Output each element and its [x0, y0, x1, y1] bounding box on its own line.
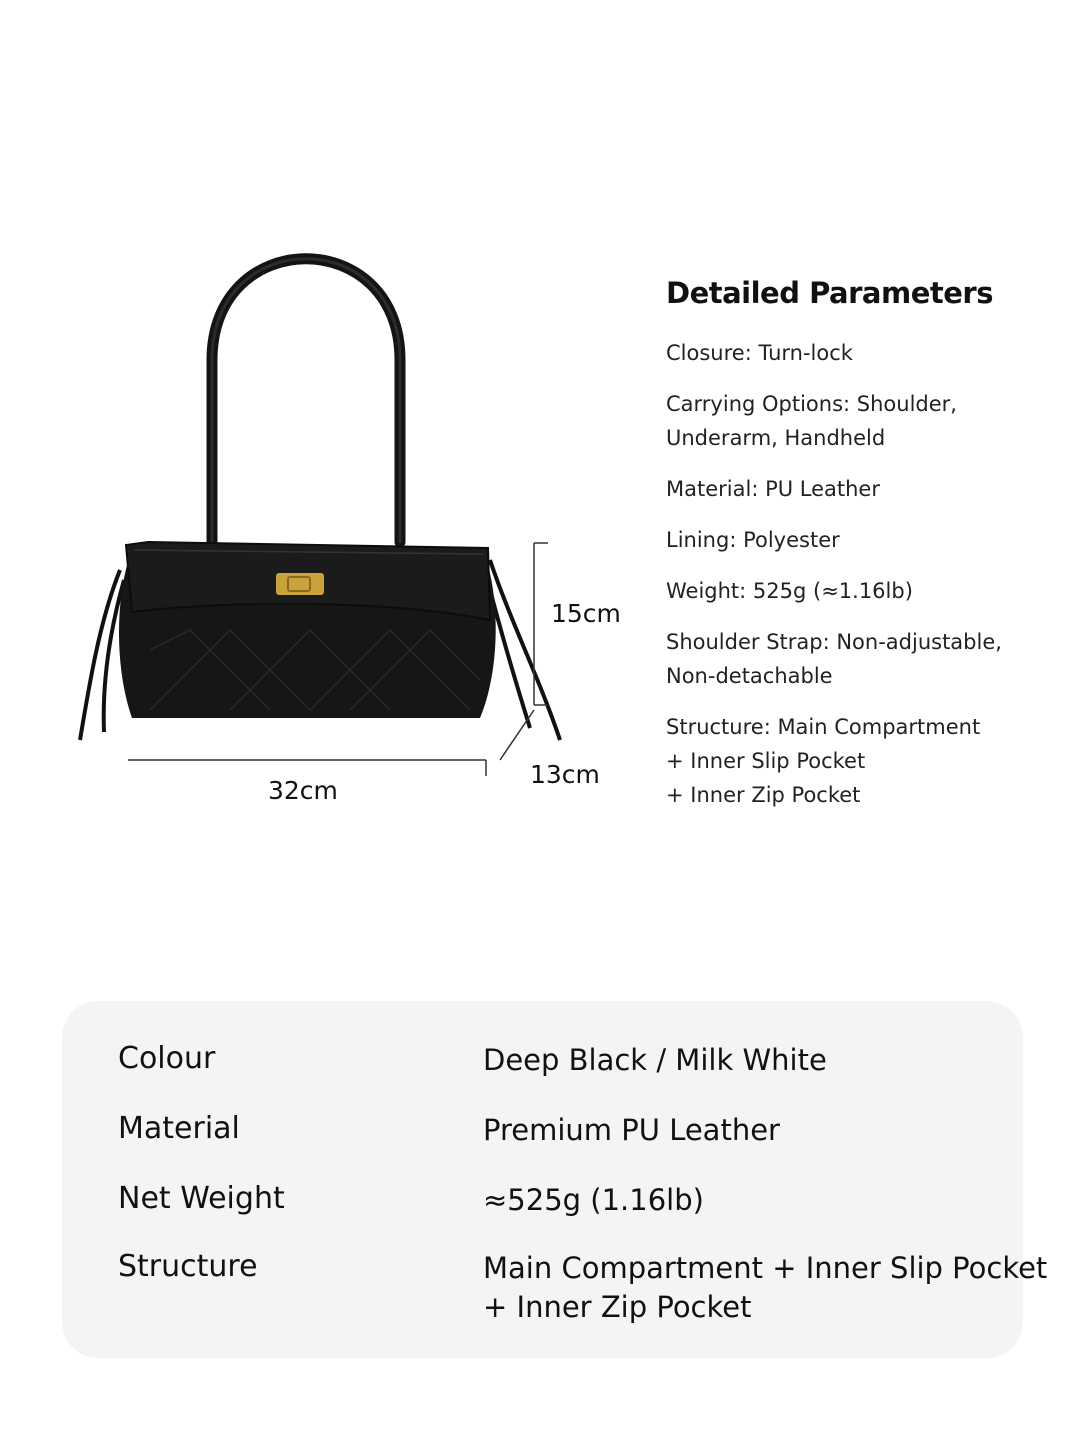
spec-label: Material — [118, 1111, 240, 1146]
spec-value-line: Deep Black / Milk White — [483, 1043, 827, 1077]
spec-value — [483, 1041, 827, 1080]
spec-label: Structure — [118, 1249, 258, 1284]
parameter-line: Lining: Polyester — [666, 528, 840, 552]
spec-value-line: Premium PU Leather — [483, 1113, 780, 1147]
parameter-item — [666, 336, 1066, 370]
depth-dimension-label: 13cm — [530, 760, 600, 789]
parameter-line: Non-detachable — [666, 664, 833, 688]
parameter-line: Shoulder Strap: Non-adjustable, — [666, 630, 1002, 654]
parameter-item — [666, 472, 1066, 506]
parameter-item — [666, 523, 1066, 557]
detailed-parameters — [666, 276, 1066, 829]
parameter-line: Closure: Turn-lock — [666, 341, 853, 365]
spec-value — [483, 1181, 704, 1220]
black-shoulder-bag-icon — [60, 240, 640, 830]
spec-label: Colour — [118, 1041, 216, 1076]
parameter-item — [666, 710, 1066, 812]
spec-value — [483, 1111, 780, 1150]
parameter-line: Carrying Options: Shoulder, — [666, 392, 957, 416]
parameters-list — [666, 336, 1066, 812]
spec-value — [483, 1249, 1047, 1327]
parameter-line: Underarm, Handheld — [666, 426, 886, 450]
parameter-line: + Inner Slip Pocket — [666, 749, 866, 773]
width-dimension-label: 32cm — [268, 776, 338, 805]
parameter-item — [666, 387, 1066, 455]
parameter-line: Structure: Main Compartment — [666, 715, 981, 739]
parameter-line: Weight: 525g (≈1.16lb) — [666, 579, 913, 603]
parameters-title: Detailed Parameters — [666, 276, 993, 310]
parameter-line: + Inner Zip Pocket — [666, 783, 861, 807]
product-figure — [60, 240, 640, 830]
spec-value-line: Main Compartment + Inner Slip Pocket — [483, 1251, 1048, 1285]
spec-summary-card — [62, 1001, 1048, 1358]
spec-value-line: ≈525g (1.16lb) — [483, 1183, 704, 1217]
parameter-item — [666, 574, 1066, 608]
height-dimension-label: 15cm — [551, 599, 621, 628]
parameter-line: Material: PU Leather — [666, 477, 880, 501]
spec-value-line: + Inner Zip Pocket — [483, 1290, 752, 1324]
spec-label: Net Weight — [118, 1181, 285, 1216]
parameter-item — [666, 625, 1066, 693]
